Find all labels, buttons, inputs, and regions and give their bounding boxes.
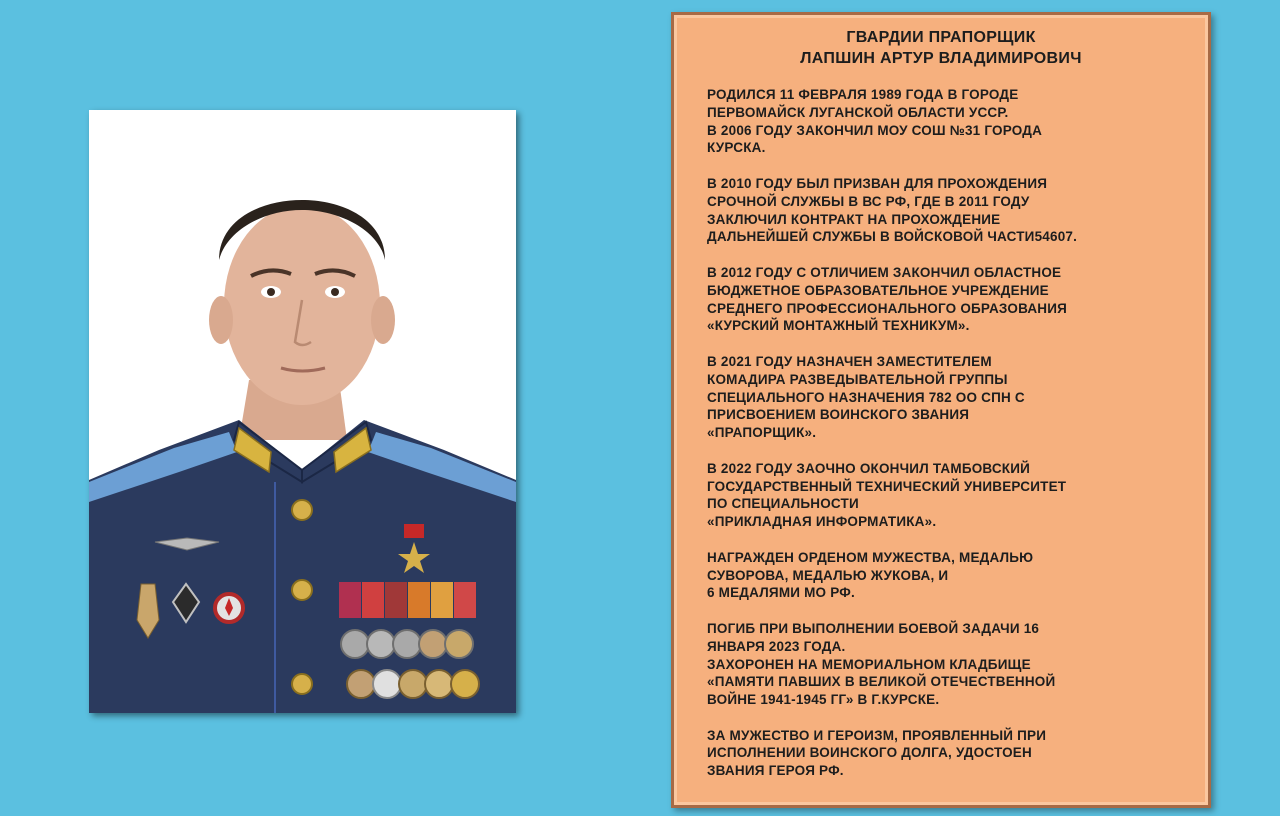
bio-paragraph-awards: НАГРАЖДЕН ОРДЕНОМ МУЖЕСТВА, МЕДАЛЬЮ СУВОРОВА, МЕДАЛЬЮ ЖУКОВА, И 6 МЕДАЛЯМИ МО РФ. xyxy=(707,549,1034,601)
biography-plaque xyxy=(671,12,1211,808)
bio-paragraph-hero: ЗА МУЖЕСТВО И ГЕРОИЗМ, ПРОЯВЛЕННЫЙ ПРИ ИСПОЛНЕНИИ ВОИНСКОГО ДОЛГА, УДОСТОЕН ЗВАНИЯ ГЕРОЯ РФ. xyxy=(707,727,1047,779)
soldier-portrait-illustration xyxy=(89,110,516,713)
bio-paragraph-university: В 2022 ГОДУ ЗАОЧНО ОКОНЧИЛ ТАМБОВСКИЙ ГОСУДАРСТВЕННЫЙ ТЕХНИЧЕСКИЙ УНИВЕРСИТЕТ ПО СПЕЦИАЛЬНОСТИ «ПРИКЛАДНАЯ ИНФОРМАТИКА». xyxy=(707,460,1067,530)
full-name: ЛАПШИН АРТУР ВЛАДИМИРОВИЧ xyxy=(800,50,1082,67)
bio-paragraph-death: ПОГИБ ПРИ ВЫПОЛНЕНИИ БОЕВОЙ ЗАДАЧИ 16 ЯНВАРЯ 2023 ГОДА. ЗАХОРОНЕН НА МЕМОРИАЛЬНОМ КЛАДБИЩЕ «ПАМЯТИ ПАВШИХ В ВЕЛИКОЙ ОТЕЧЕСТВЕННОЙ ВОЙНЕ 1941-1945 ГГ» В Г.КУРСКЕ. xyxy=(707,620,1056,708)
plaque-title xyxy=(674,27,1208,69)
bio-paragraph-appointment: В 2021 ГОДУ НАЗНАЧЕН ЗАМЕСТИТЕЛЕМ КОМАДИРА РАЗВЕДЫВАТЕЛЬНОЙ ГРУППЫ СПЕЦИАЛЬНОГО НАЗНАЧЕНИЯ 782 ОО СПН С ПРИСВОЕНИЕМ ВОИНСКОГО ЗВАНИЯ «ПРАПОРЩИК». xyxy=(707,353,1025,441)
bio-paragraph-service: В 2010 ГОДУ БЫЛ ПРИЗВАН ДЛЯ ПРОХОЖДЕНИЯ СРОЧНОЙ СЛУЖБЫ В ВС РФ, ГДЕ В 2011 ГОДУ ЗАКЛЮЧИЛ КОНТРАКТ НА ПРОХОЖДЕНИЕ ДАЛЬНЕЙШЕЙ СЛУЖБЫ В ВОЙСКОВОЙ ЧАСТИ54607. xyxy=(707,175,1078,245)
portrait-photo xyxy=(89,110,516,713)
bio-paragraph-education: В 2012 ГОДУ С ОТЛИЧИЕМ ЗАКОНЧИЛ ОБЛАСТНОЕ БЮДЖЕТНОЕ ОБРАЗОВАТЕЛЬНОЕ УЧРЕЖДЕНИЕ СРЕДНЕГО ПРОФЕССИОНАЛЬНОГО ОБРАЗОВАНИЯ «КУРСКИЙ МОНТАЖНЫЙ ТЕХНИКУМ». xyxy=(707,264,1068,334)
rank-title: ГВАРДИИ ПРАПОРЩИК xyxy=(846,29,1036,46)
biography-text xyxy=(707,86,1178,798)
bio-paragraph-birth: РОДИЛСЯ 11 ФЕВРАЛЯ 1989 ГОДА В ГОРОДЕ ПЕРВОМАЙСК ЛУГАНСКОЙ ОБЛАСТИ УССР. В 2006 ГОДУ ЗАКОНЧИЛ МОУ СОШ №31 ГОРОДА КУРСКА. xyxy=(707,87,1043,156)
